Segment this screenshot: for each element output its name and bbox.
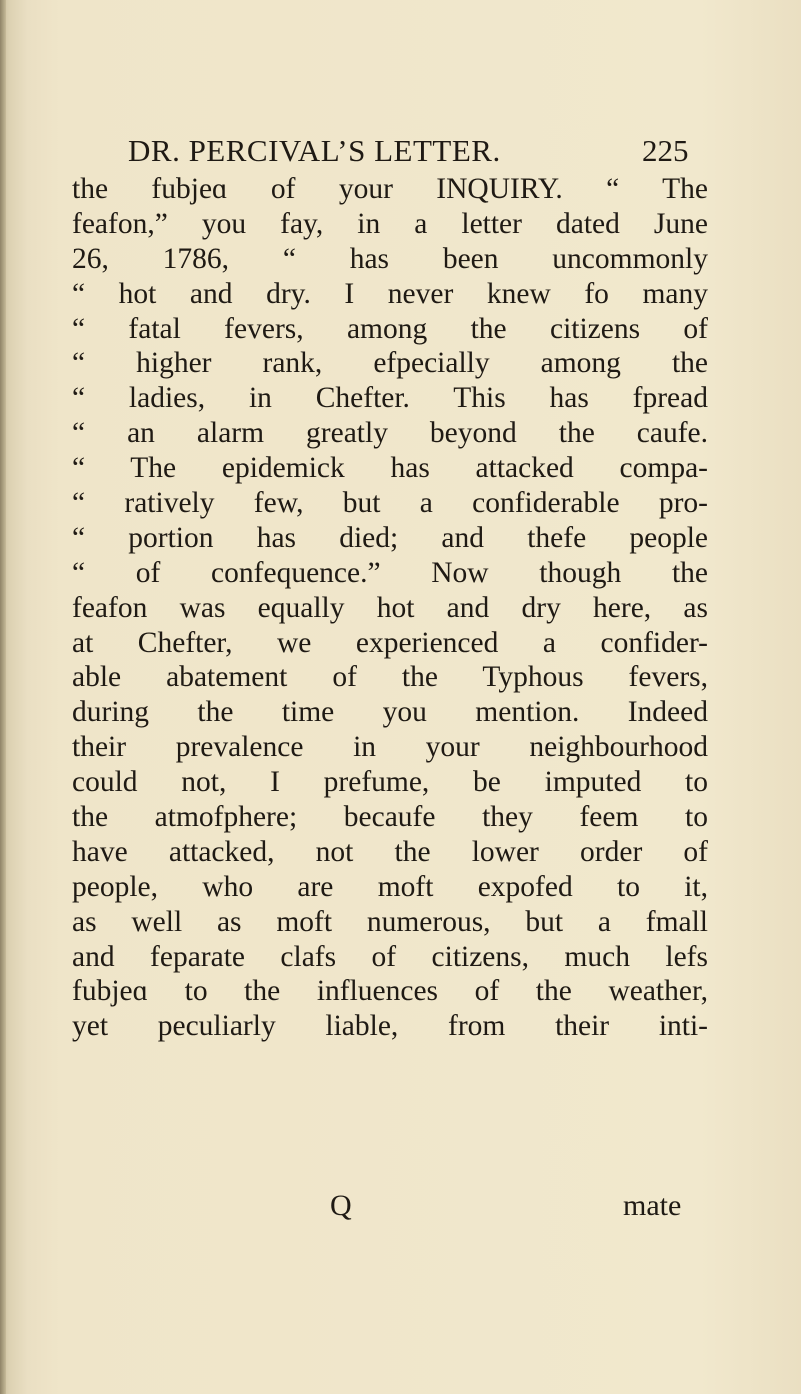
text-line: “ hot and dry. I never knew fo many: [72, 277, 708, 310]
text-line: “ portion has died; and thefe people: [72, 521, 708, 554]
text-line: the fubjeɑ of your INQUIRY. “ The: [72, 173, 708, 205]
text-line: fubjeɑ to the influences of the weather,: [72, 975, 708, 1008]
text-line: “ higher rank, efpecially among the: [72, 347, 708, 380]
text-line: have attacked, not the lower order of: [72, 835, 708, 868]
text-line: their prevalence in your neighbourhood: [72, 731, 708, 764]
text-line: as well as moft numerous, but a fmall: [72, 905, 708, 938]
page-header: [0, 133, 801, 177]
text-line: 26, 1786, “ has been uncommonly: [72, 242, 708, 275]
running-title: DR. PERCIVAL’S LETTER.: [128, 133, 501, 168]
text-line: yet peculiarly liable, from their inti-: [72, 1010, 708, 1043]
page-footer: [0, 1189, 801, 1229]
text-line: “ an alarm greatly beyond the caufe.: [72, 417, 708, 450]
page-number: 225: [642, 133, 689, 168]
text-line: “ ladies, in Chefter. This has fpread: [72, 382, 708, 415]
text-line: at Chefter, we experienced a confider-: [72, 626, 708, 659]
text-line: feafon,” you fay, in a letter dated June: [72, 207, 708, 240]
text-line: during the time you mention. Indeed: [72, 696, 708, 729]
text-line: “ The epidemick has attacked compa-: [72, 452, 708, 485]
signature-mark: Q: [330, 1189, 352, 1222]
text-line: could not, I prefume, be imputed to: [72, 766, 708, 799]
text-line: “ of confequence.” Now though the: [72, 556, 708, 589]
catchword: mate: [623, 1189, 682, 1222]
text-line: able abatement of the Typhous fevers,: [72, 661, 708, 694]
text-line: “ fatal fevers, among the citizens of: [72, 312, 708, 345]
text-line: feafon was equally hot and dry here, as: [72, 591, 708, 624]
text-line: and feparate clafs of citizens, much lefs: [72, 940, 708, 973]
text-line: “ ratively few, but a confiderable pro-: [72, 487, 708, 520]
text-line: the atmofphere; becaufe they feem to: [72, 801, 708, 834]
text-line: people, who are moft expofed to it,: [72, 870, 708, 903]
body-text: [72, 172, 708, 1044]
